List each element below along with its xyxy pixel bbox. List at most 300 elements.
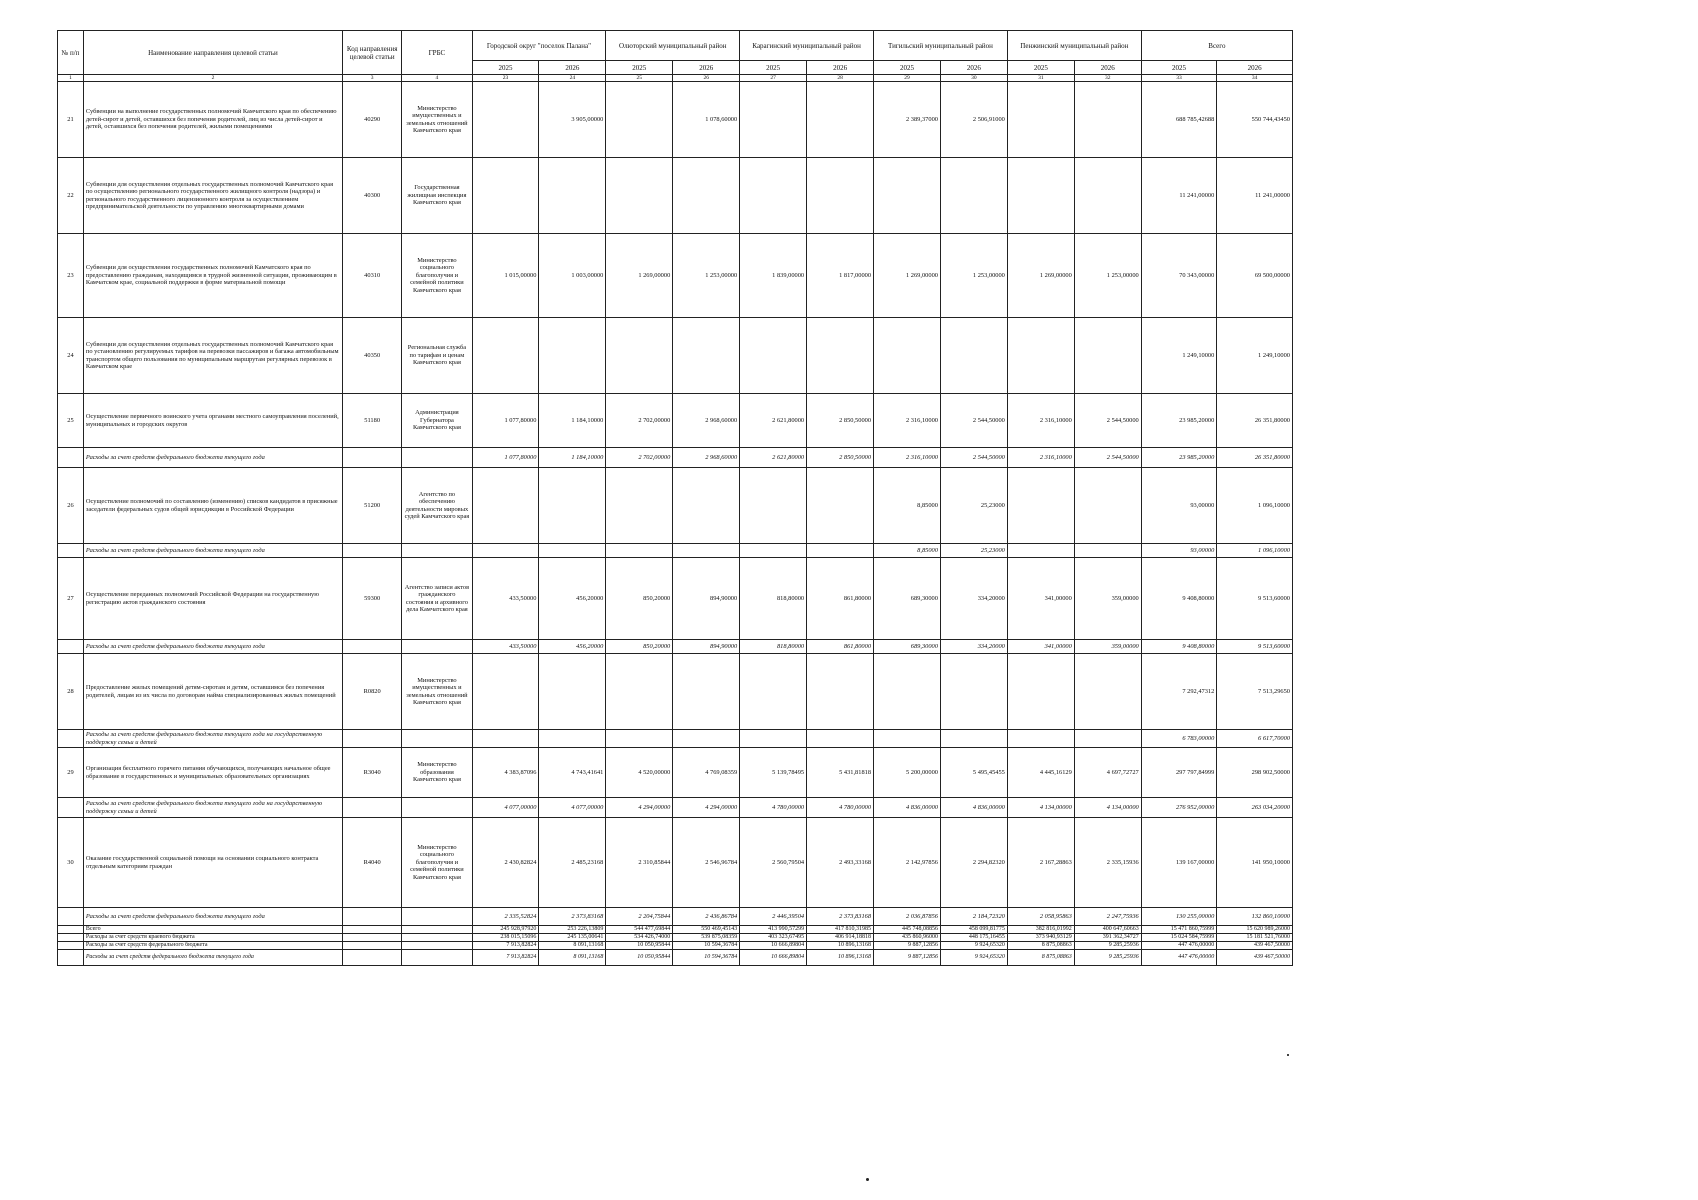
page-tick-mark bbox=[1287, 1054, 1289, 1056]
column-index: 26 bbox=[673, 75, 740, 82]
value-cell: 9 513,60000 bbox=[1217, 558, 1293, 640]
totals-value-cell: 448 175,16455 bbox=[940, 934, 1007, 942]
row-number: 28 bbox=[58, 654, 84, 730]
value-cell bbox=[807, 654, 874, 730]
value-cell: 1 015,00000 bbox=[472, 234, 539, 318]
value-cell: 2 485,23168 bbox=[539, 818, 606, 908]
value-cell: 5 200,00000 bbox=[874, 748, 941, 798]
value-cell: 2 316,10000 bbox=[874, 394, 941, 448]
totals-value-cell: 382 816,01992 bbox=[1007, 926, 1074, 934]
subtotal-no bbox=[58, 730, 84, 748]
value-cell bbox=[472, 82, 539, 158]
value-cell: 894,90000 bbox=[673, 558, 740, 640]
totals-label: Всего bbox=[83, 926, 342, 934]
row-code: 40290 bbox=[342, 82, 401, 158]
column-index: 28 bbox=[807, 75, 874, 82]
header-year: 2025 bbox=[1007, 61, 1074, 75]
subtotal-value-cell: 2 036,87856 bbox=[874, 908, 941, 926]
value-cell: 4 769,08359 bbox=[673, 748, 740, 798]
totals-value-cell: 7 913,82824 bbox=[472, 950, 539, 966]
totals-value-cell: 8 091,13168 bbox=[539, 950, 606, 966]
value-cell: 11 241,00000 bbox=[1217, 158, 1293, 234]
value-cell: 1 249,10000 bbox=[1141, 318, 1217, 394]
row-code: R4040 bbox=[342, 818, 401, 908]
subtotal-value-cell: 23 985,20000 bbox=[1141, 448, 1217, 468]
subtotal-code bbox=[342, 798, 401, 818]
totals-value-cell: 15 181 521,76000 bbox=[1217, 934, 1293, 942]
subtotal-no bbox=[58, 640, 84, 654]
value-cell: 11 241,00000 bbox=[1141, 158, 1217, 234]
subtotal-value-cell: 2 850,50000 bbox=[807, 448, 874, 468]
subtotal-value-cell: 4 077,00000 bbox=[472, 798, 539, 818]
value-cell: 4 445,16129 bbox=[1007, 748, 1074, 798]
value-cell: 550 744,43450 bbox=[1217, 82, 1293, 158]
subtotal-value-cell: 9 408,80000 bbox=[1141, 640, 1217, 654]
subtotal-value-cell: 93,00000 bbox=[1141, 544, 1217, 558]
totals-value-cell: 391 362,34727 bbox=[1074, 934, 1141, 942]
column-index: 29 bbox=[874, 75, 941, 82]
value-cell: 2 702,00000 bbox=[606, 394, 673, 448]
value-cell: 2 493,33168 bbox=[807, 818, 874, 908]
subtotal-value-cell: 359,00000 bbox=[1074, 640, 1141, 654]
totals-value-cell: 406 914,18818 bbox=[807, 934, 874, 942]
subtotal-label: Расходы за счет средств федерального бюджета текущего года на государственную поддержку семьи и детей bbox=[83, 730, 342, 748]
value-cell: 93,00000 bbox=[1141, 468, 1217, 544]
totals-value-cell: 439 467,50000 bbox=[1217, 942, 1293, 950]
subtotal-value-cell bbox=[539, 544, 606, 558]
subtotal-value-cell: 1 184,10000 bbox=[539, 448, 606, 468]
totals-label: Расходы за счет средств федерального бюджета текущего года bbox=[83, 950, 342, 966]
totals-value-cell: 10 594,36784 bbox=[673, 942, 740, 950]
subtotal-code bbox=[342, 640, 401, 654]
totals-row bbox=[58, 926, 1293, 934]
table-row bbox=[58, 394, 1293, 448]
subtotal-value-cell: 1 096,10000 bbox=[1217, 544, 1293, 558]
totals-label: Расходы за счет средств федерального бюджета bbox=[83, 942, 342, 950]
value-cell: 861,80000 bbox=[807, 558, 874, 640]
subtotal-value-cell: 276 952,00000 bbox=[1141, 798, 1217, 818]
subtotal-value-cell: 689,30000 bbox=[874, 640, 941, 654]
subtotal-value-cell: 2 335,52824 bbox=[472, 908, 539, 926]
totals-value-cell: 245 135,00641 bbox=[539, 934, 606, 942]
row-code: 40310 bbox=[342, 234, 401, 318]
totals-value-cell: 9 924,65320 bbox=[940, 942, 1007, 950]
value-cell: 2 316,10000 bbox=[1007, 394, 1074, 448]
subtotal-value-cell bbox=[940, 730, 1007, 748]
subtotal-value-cell: 341,00000 bbox=[1007, 640, 1074, 654]
subtotal-no bbox=[58, 448, 84, 468]
totals-value-cell: 8 091,13168 bbox=[539, 942, 606, 950]
subtotal-value-cell: 2 204,75844 bbox=[606, 908, 673, 926]
subtotal-row bbox=[58, 640, 1293, 654]
subtotal-value-cell bbox=[539, 730, 606, 748]
row-code: 51180 bbox=[342, 394, 401, 448]
row-number: 21 bbox=[58, 82, 84, 158]
value-cell bbox=[1074, 158, 1141, 234]
totals-row bbox=[58, 942, 1293, 950]
value-cell: 1 078,60000 bbox=[673, 82, 740, 158]
value-cell: 1 003,00000 bbox=[539, 234, 606, 318]
value-cell bbox=[606, 468, 673, 544]
subtotal-value-cell: 850,20000 bbox=[606, 640, 673, 654]
value-cell bbox=[673, 318, 740, 394]
value-cell bbox=[1007, 82, 1074, 158]
row-name: Субвенции для осуществления государственных полномочий Камчатского края по предоставлению гражданам, находящимся в трудной жизненной ситуации, проживающим в Камчатском крае, социальной поддержки в форме материальной помощи bbox=[83, 234, 342, 318]
subtotal-value-cell bbox=[740, 730, 807, 748]
subtotal-value-cell: 263 034,20000 bbox=[1217, 798, 1293, 818]
subtotal-value-cell: 2 058,95863 bbox=[1007, 908, 1074, 926]
subtotal-value-cell bbox=[740, 544, 807, 558]
subtotal-code bbox=[342, 908, 401, 926]
totals-no bbox=[58, 950, 84, 966]
totals-value-cell: 417 810,31985 bbox=[807, 926, 874, 934]
value-cell: 139 167,00000 bbox=[1141, 818, 1217, 908]
column-index: 23 bbox=[472, 75, 539, 82]
value-cell: 5 431,81818 bbox=[807, 748, 874, 798]
column-index: 34 bbox=[1217, 75, 1293, 82]
row-name: Организация бесплатного горячего питания обучающихся, получающих начальное общее образование в государственных и муниципальных образовательных организациях bbox=[83, 748, 342, 798]
value-cell: 1 249,10000 bbox=[1217, 318, 1293, 394]
totals-value-cell: 534 426,74000 bbox=[606, 934, 673, 942]
row-code: R0820 bbox=[342, 654, 401, 730]
value-cell bbox=[940, 654, 1007, 730]
value-cell bbox=[539, 468, 606, 544]
value-cell bbox=[740, 318, 807, 394]
column-index: 31 bbox=[1007, 75, 1074, 82]
value-cell: 1 269,00000 bbox=[1007, 234, 1074, 318]
value-cell bbox=[1074, 318, 1141, 394]
row-name: Оказание государственной социальной помощи на основании социального контракта отдельным категориям граждан bbox=[83, 818, 342, 908]
value-cell: 1 269,00000 bbox=[606, 234, 673, 318]
totals-value-cell: 9 285,25936 bbox=[1074, 942, 1141, 950]
value-cell bbox=[1074, 82, 1141, 158]
page-dot-mark bbox=[866, 1178, 869, 1181]
subtotal-row bbox=[58, 448, 1293, 468]
value-cell: 2 968,60000 bbox=[673, 394, 740, 448]
column-index: 1 bbox=[58, 75, 84, 82]
header-group-penzhinsky: Пенжинский муниципальный район bbox=[1007, 31, 1141, 61]
value-cell bbox=[874, 654, 941, 730]
value-cell bbox=[606, 158, 673, 234]
subtotal-grbs bbox=[402, 730, 472, 748]
value-cell bbox=[472, 318, 539, 394]
value-cell: 9 408,80000 bbox=[1141, 558, 1217, 640]
value-cell bbox=[539, 158, 606, 234]
subtotal-row bbox=[58, 798, 1293, 818]
value-cell: 689,30000 bbox=[874, 558, 941, 640]
header-year: 2026 bbox=[539, 61, 606, 75]
value-cell: 69 500,00000 bbox=[1217, 234, 1293, 318]
subtotal-label: Расходы за счет средств федерального бюджета текущего года bbox=[83, 908, 342, 926]
value-cell bbox=[1074, 654, 1141, 730]
subtotal-code bbox=[342, 544, 401, 558]
value-cell: 25,23000 bbox=[940, 468, 1007, 544]
table-row bbox=[58, 558, 1293, 640]
column-index: 4 bbox=[402, 75, 472, 82]
totals-grbs bbox=[402, 950, 472, 966]
value-cell bbox=[1007, 158, 1074, 234]
totals-value-cell: 544 477,69844 bbox=[606, 926, 673, 934]
table-row bbox=[58, 748, 1293, 798]
table-row bbox=[58, 818, 1293, 908]
subtotal-value-cell: 130 255,00000 bbox=[1141, 908, 1217, 926]
value-cell: 456,20000 bbox=[539, 558, 606, 640]
value-cell bbox=[740, 158, 807, 234]
value-cell: 341,00000 bbox=[1007, 558, 1074, 640]
value-cell: 688 785,42688 bbox=[1141, 82, 1217, 158]
subtotal-value-cell: 861,80000 bbox=[807, 640, 874, 654]
subtotal-label: Расходы за счет средств федерального бюджета текущего года bbox=[83, 544, 342, 558]
value-cell: 818,80000 bbox=[740, 558, 807, 640]
subtotal-value-cell bbox=[1007, 730, 1074, 748]
subtotal-value-cell: 4 836,00000 bbox=[940, 798, 1007, 818]
header-group-karaginsky: Карагинский муниципальный район bbox=[740, 31, 874, 61]
value-cell bbox=[472, 654, 539, 730]
row-name: Субвенции для осуществления отдельных государственных полномочий Камчатского края по осуществлению регионального государственного жилищного контроля (надзора) и регионального государственного лицензионного контроля за осуществлением предпринимательской деятельности по управлению многоквартирными домами bbox=[83, 158, 342, 234]
value-cell bbox=[874, 158, 941, 234]
value-cell: 7 513,29650 bbox=[1217, 654, 1293, 730]
row-name: Субвенции для осуществления отдельных государственных полномочий Камчатского края по установлению регулируемых тарифов на перевозки пассажиров и багажа автомобильным транспортом общего пользования по муниципальным маршрутам регулярных перевозок в Камчатском крае bbox=[83, 318, 342, 394]
value-cell: 70 343,00000 bbox=[1141, 234, 1217, 318]
value-cell: 850,20000 bbox=[606, 558, 673, 640]
totals-grbs bbox=[402, 934, 472, 942]
subtotal-row bbox=[58, 544, 1293, 558]
row-number: 29 bbox=[58, 748, 84, 798]
header-grbs: ГРБС bbox=[402, 31, 472, 75]
value-cell: 298 902,50000 bbox=[1217, 748, 1293, 798]
value-cell: 1 253,00000 bbox=[673, 234, 740, 318]
subtotal-grbs bbox=[402, 448, 472, 468]
row-code: R3040 bbox=[342, 748, 401, 798]
totals-value-cell: 413 990,57299 bbox=[740, 926, 807, 934]
row-code: 51200 bbox=[342, 468, 401, 544]
value-cell bbox=[673, 158, 740, 234]
value-cell bbox=[807, 318, 874, 394]
value-cell bbox=[472, 158, 539, 234]
subtotal-value-cell: 2 544,50000 bbox=[940, 448, 1007, 468]
column-index: 33 bbox=[1141, 75, 1217, 82]
row-grbs: Региональная служба по тарифам и ценам Камчатского края bbox=[402, 318, 472, 394]
value-cell: 1 817,00000 bbox=[807, 234, 874, 318]
subtotal-value-cell: 818,80000 bbox=[740, 640, 807, 654]
totals-value-cell: 15 471 860,75999 bbox=[1141, 926, 1217, 934]
totals-value-cell: 9 887,12856 bbox=[874, 942, 941, 950]
totals-grbs bbox=[402, 926, 472, 934]
value-cell: 1 096,10000 bbox=[1217, 468, 1293, 544]
subtotal-value-cell: 132 860,10000 bbox=[1217, 908, 1293, 926]
subtotal-value-cell: 4 836,00000 bbox=[874, 798, 941, 818]
table-row bbox=[58, 318, 1293, 394]
value-cell bbox=[874, 318, 941, 394]
subtotal-label: Расходы за счет средств федерального бюджета текущего года bbox=[83, 448, 342, 468]
subtotal-grbs bbox=[402, 544, 472, 558]
value-cell bbox=[1007, 318, 1074, 394]
subtotal-value-cell bbox=[807, 730, 874, 748]
subtotal-value-cell: 26 351,80000 bbox=[1217, 448, 1293, 468]
subtotal-value-cell bbox=[807, 544, 874, 558]
row-grbs: Государственная жилищная инспекция Камчатского края bbox=[402, 158, 472, 234]
totals-value-cell: 245 928,97920 bbox=[472, 926, 539, 934]
subtotal-grbs bbox=[402, 908, 472, 926]
value-cell: 433,50000 bbox=[472, 558, 539, 640]
value-cell: 141 950,10000 bbox=[1217, 818, 1293, 908]
header-year: 2025 bbox=[874, 61, 941, 75]
value-cell: 2 506,91000 bbox=[940, 82, 1007, 158]
header-year: 2026 bbox=[940, 61, 1007, 75]
value-cell bbox=[1007, 654, 1074, 730]
row-grbs: Министерство имущественных и земельных отношений Камчатского края bbox=[402, 82, 472, 158]
value-cell bbox=[740, 82, 807, 158]
value-cell: 5 495,45455 bbox=[940, 748, 1007, 798]
subtotal-value-cell: 8,85000 bbox=[874, 544, 941, 558]
header-year: 2026 bbox=[1217, 61, 1293, 75]
subtotal-value-cell: 2 184,72320 bbox=[940, 908, 1007, 926]
subtotal-value-cell bbox=[606, 730, 673, 748]
value-cell bbox=[940, 158, 1007, 234]
totals-value-cell: 400 647,60663 bbox=[1074, 926, 1141, 934]
totals-value-cell: 10 666,89804 bbox=[740, 942, 807, 950]
row-grbs: Агентство записи актов гражданского состояния и архивного дела Камчатского края bbox=[402, 558, 472, 640]
subtotal-value-cell: 334,20000 bbox=[940, 640, 1007, 654]
value-cell bbox=[807, 158, 874, 234]
column-index: 27 bbox=[740, 75, 807, 82]
row-number: 30 bbox=[58, 818, 84, 908]
table-row bbox=[58, 654, 1293, 730]
header-year: 2025 bbox=[740, 61, 807, 75]
subtotal-value-cell: 25,23000 bbox=[940, 544, 1007, 558]
header-code: Код направления целевой статьи bbox=[342, 31, 401, 75]
value-cell bbox=[606, 82, 673, 158]
value-cell bbox=[472, 468, 539, 544]
totals-value-cell: 447 476,00000 bbox=[1141, 950, 1217, 966]
row-name: Осуществление первичного воинского учета органами местного самоуправления поселений, муниципальных и городских округов bbox=[83, 394, 342, 448]
row-grbs: Министерство образования Камчатского края bbox=[402, 748, 472, 798]
value-cell: 2 850,50000 bbox=[807, 394, 874, 448]
column-index: 25 bbox=[606, 75, 673, 82]
row-name: Осуществление полномочий по составлению (изменению) списков кандидатов в присяжные заседатели федеральных судов общей юрисдикции в Российской Федерации bbox=[83, 468, 342, 544]
table-row bbox=[58, 82, 1293, 158]
subtotal-value-cell: 2 702,00000 bbox=[606, 448, 673, 468]
value-cell: 2 167,28863 bbox=[1007, 818, 1074, 908]
header-year: 2025 bbox=[606, 61, 673, 75]
subtotal-value-cell bbox=[673, 730, 740, 748]
totals-code bbox=[342, 942, 401, 950]
subtotal-label: Расходы за счет средств федерального бюджета текущего года bbox=[83, 640, 342, 654]
budget-table bbox=[57, 30, 1293, 966]
totals-value-cell: 10 050,95844 bbox=[606, 942, 673, 950]
subtotal-value-cell: 4 134,00000 bbox=[1007, 798, 1074, 818]
value-cell: 2 389,37000 bbox=[874, 82, 941, 158]
value-cell: 4 383,87096 bbox=[472, 748, 539, 798]
subtotal-grbs bbox=[402, 798, 472, 818]
subtotal-value-cell bbox=[1074, 544, 1141, 558]
column-index: 32 bbox=[1074, 75, 1141, 82]
totals-code bbox=[342, 950, 401, 966]
subtotal-row bbox=[58, 908, 1293, 926]
value-cell bbox=[539, 318, 606, 394]
subtotal-value-cell: 2 316,10000 bbox=[874, 448, 941, 468]
totals-value-cell: 445 748,08856 bbox=[874, 926, 941, 934]
value-cell: 5 139,78495 bbox=[740, 748, 807, 798]
row-number: 23 bbox=[58, 234, 84, 318]
value-cell: 8,85000 bbox=[874, 468, 941, 544]
totals-row bbox=[58, 934, 1293, 942]
subtotal-value-cell bbox=[673, 544, 740, 558]
subtotal-value-cell: 4 294,00000 bbox=[606, 798, 673, 818]
subtotal-value-cell bbox=[1007, 544, 1074, 558]
subtotal-value-cell: 4 134,00000 bbox=[1074, 798, 1141, 818]
totals-value-cell: 550 469,45143 bbox=[673, 926, 740, 934]
value-cell: 359,00000 bbox=[1074, 558, 1141, 640]
row-number: 27 bbox=[58, 558, 84, 640]
table-row bbox=[58, 234, 1293, 318]
header-year: 2026 bbox=[807, 61, 874, 75]
value-cell: 4 697,72727 bbox=[1074, 748, 1141, 798]
column-index: 3 bbox=[342, 75, 401, 82]
subtotal-value-cell: 4 077,00000 bbox=[539, 798, 606, 818]
subtotal-value-cell: 2 373,83168 bbox=[539, 908, 606, 926]
value-cell: 1 184,10000 bbox=[539, 394, 606, 448]
totals-row bbox=[58, 950, 1293, 966]
totals-value-cell: 8 875,08863 bbox=[1007, 942, 1074, 950]
budget-table-container bbox=[57, 30, 1293, 966]
totals-value-cell: 373 940,93129 bbox=[1007, 934, 1074, 942]
value-cell: 4 743,41641 bbox=[539, 748, 606, 798]
totals-value-cell: 10 666,89804 bbox=[740, 950, 807, 966]
subtotal-value-cell: 2 446,39504 bbox=[740, 908, 807, 926]
value-cell: 334,20000 bbox=[940, 558, 1007, 640]
header-year: 2025 bbox=[1141, 61, 1217, 75]
header-group-palana: Городской округ "поселок Палана" bbox=[472, 31, 606, 61]
value-cell: 2 560,79504 bbox=[740, 818, 807, 908]
subtotal-value-cell bbox=[472, 544, 539, 558]
value-cell: 2 544,50000 bbox=[1074, 394, 1141, 448]
row-name: Предоставление жилых помещений детям-сиротам и детям, оставшимся без попечения родителей, лицам из их числа по договорам найма специализированных жилых помещений bbox=[83, 654, 342, 730]
totals-value-cell: 15 024 584,75999 bbox=[1141, 934, 1217, 942]
table-row bbox=[58, 158, 1293, 234]
value-cell bbox=[1074, 468, 1141, 544]
value-cell: 1 839,00000 bbox=[740, 234, 807, 318]
subtotal-value-cell: 433,50000 bbox=[472, 640, 539, 654]
value-cell: 2 621,80000 bbox=[740, 394, 807, 448]
subtotal-value-cell: 4 780,00000 bbox=[740, 798, 807, 818]
value-cell: 7 292,47312 bbox=[1141, 654, 1217, 730]
subtotal-grbs bbox=[402, 640, 472, 654]
header-year: 2026 bbox=[673, 61, 740, 75]
value-cell: 2 544,50000 bbox=[940, 394, 1007, 448]
value-cell: 2 310,85844 bbox=[606, 818, 673, 908]
table-row bbox=[58, 468, 1293, 544]
row-grbs: Агентство по обеспечению деятельности мировых судей Камчатского края bbox=[402, 468, 472, 544]
row-code: 40300 bbox=[342, 158, 401, 234]
value-cell: 2 430,82824 bbox=[472, 818, 539, 908]
header-group-olyutorsky: Олюторский муниципальный район bbox=[606, 31, 740, 61]
value-cell: 1 077,80000 bbox=[472, 394, 539, 448]
column-index: 30 bbox=[940, 75, 1007, 82]
subtotal-no bbox=[58, 798, 84, 818]
value-cell: 23 985,20000 bbox=[1141, 394, 1217, 448]
value-cell bbox=[740, 468, 807, 544]
header-year: 2026 bbox=[1074, 61, 1141, 75]
value-cell: 4 520,00000 bbox=[606, 748, 673, 798]
subtotal-no bbox=[58, 908, 84, 926]
totals-grbs bbox=[402, 942, 472, 950]
subtotal-value-cell: 4 780,00000 bbox=[807, 798, 874, 818]
header-no: № п/п bbox=[58, 31, 84, 75]
subtotal-code bbox=[342, 448, 401, 468]
subtotal-no bbox=[58, 544, 84, 558]
header-group-total: Всего bbox=[1141, 31, 1292, 61]
